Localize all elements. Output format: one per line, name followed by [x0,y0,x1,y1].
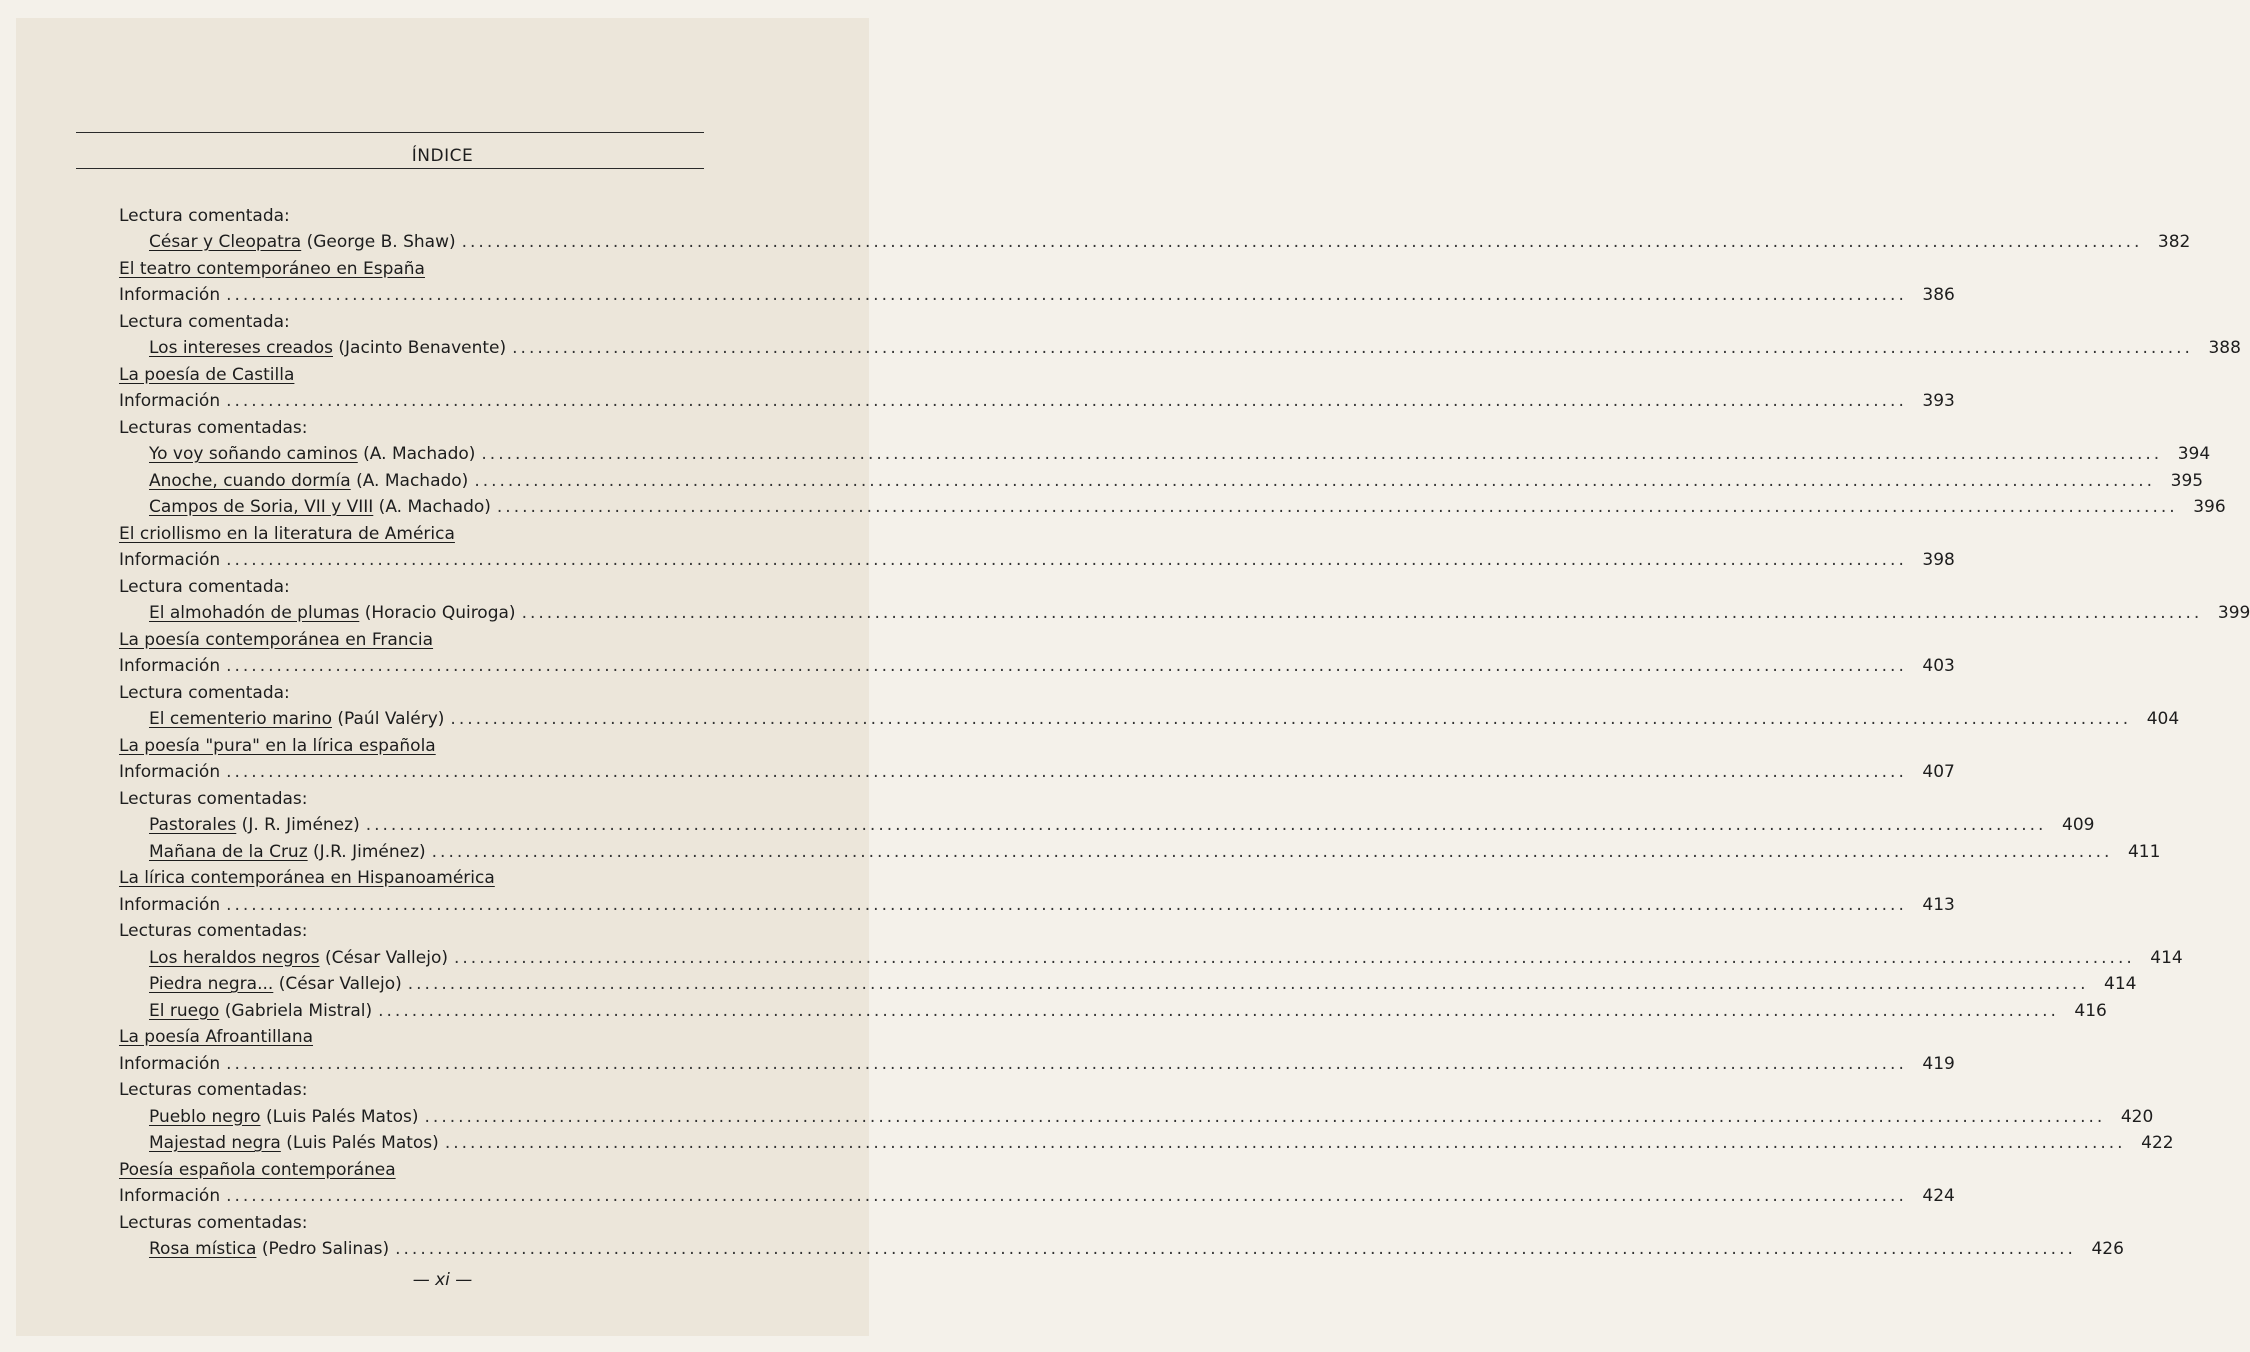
work-title: Yo voy soñando caminos [149,444,358,464]
work-title: César y Cleopatra [149,232,302,252]
dot-leader: ........................................................................................................................................................................................................ [453,947,2135,968]
info-label: Información [119,1186,221,1206]
info-entry [119,756,1955,783]
work-author: (César Vallejo) [319,947,448,968]
section-heading [119,358,709,385]
reading-label-text: Lecturas comentadas: [119,788,308,809]
work-author: (César Vallejo) [273,974,402,994]
reading-label [119,305,709,332]
section-heading-text: La poesía contemporánea en Francia [119,629,434,650]
reading-label [119,411,709,438]
work-author: (George B. Shaw) [301,232,456,252]
work-title: El almohadón de plumas [149,603,360,623]
info-entry [119,544,1955,571]
reading-entry [119,968,2137,995]
work-title: Majestad negra [149,1133,281,1153]
section-heading-text: La poesía "pura" en la lírica española [119,735,436,756]
page-number: 388 [2208,338,2241,358]
reading-entry [119,464,2204,491]
section-heading-text: Poesía española contemporánea [119,1159,396,1180]
dot-leader: ........................................................................................................................................................................................................ [226,1186,1907,1206]
work-author: (Luis Palés Matos) [280,1133,439,1153]
info-label: Información [119,391,221,411]
work-author: (J.R. Jiménez) [307,841,426,862]
entry-label [119,338,506,358]
section-heading-text: El criollismo en la literatura de América [119,523,455,544]
page-number: 396 [2193,497,2226,517]
dot-leader: ........................................................................................................................................................................................................ [226,391,1907,411]
work-title: Anoche, cuando dormía [149,470,351,491]
entry-label [119,232,456,252]
work-title: El ruego [149,1000,220,1021]
page-number: 398 [1922,550,1955,570]
page-number: 414 [2150,947,2183,968]
page-number: 422 [2141,1133,2174,1153]
info-label: Información [119,894,221,915]
entry-label [119,497,491,517]
page-number: 393 [1922,391,1955,411]
section-heading [119,252,709,279]
page-number: 395 [2170,470,2204,491]
index-entries [119,199,2250,1259]
section-heading-text: El teatro contemporáneo en España [119,258,425,279]
page-number: 394 [2177,444,2211,464]
work-author: (Horacio Quiroga) [359,603,516,623]
reading-entry [119,332,2241,359]
entry-label [119,948,448,968]
reading-entry [119,1100,2154,1127]
reading-entry [119,226,2191,253]
info-label: Información [119,762,221,782]
reading-label [119,782,709,809]
work-title: Los intereses creados [149,338,333,358]
dot-leader: ........................................................................................................................................................................................................ [496,497,2178,517]
page-number: 403 [1922,656,1955,676]
work-title: El cementerio marino [149,709,332,729]
work-title: Pueblo negro [149,1106,261,1127]
page-number: 420 [2120,1106,2154,1127]
page-number: 409 [2062,815,2095,835]
page-number: 407 [1922,762,1955,782]
section-heading [119,1153,709,1180]
page-folio: — xi — [412,1270,473,1290]
entry-label [119,842,426,862]
reading-entry [119,809,2095,836]
reading-entry [119,703,2180,730]
info-label: Información [119,656,221,676]
reading-entry [119,941,2183,968]
title-rule [76,168,704,169]
dot-leader: ........................................................................................................................................................................................................ [512,338,2193,358]
reading-label-text: Lecturas comentadas: [119,1212,308,1233]
info-label: Información [119,1053,221,1074]
page-number: 382 [2157,232,2191,252]
section-heading [119,623,709,650]
dot-leader: ........................................................................................................................................................................................................ [378,1000,2059,1021]
entry-label [119,1133,439,1153]
work-author: (Paúl Valéry) [331,709,445,729]
dot-leader: ........................................................................................................................................................................................................ [226,656,1907,676]
work-author: (A. Machado) [350,470,469,491]
page-number: 413 [1922,894,1955,915]
reading-label-text: Lectura comentada: [119,205,290,226]
page-number: 416 [2074,1000,2107,1021]
entry-label [119,1239,389,1259]
info-entry [119,888,1955,915]
dot-leader: ........................................................................................................................................................................................................ [226,285,1907,305]
info-entry [119,650,1955,677]
dot-leader: ........................................................................................................................................................................................................ [521,603,2203,623]
page-number: 399 [2217,603,2250,623]
section-heading [119,517,709,544]
section-heading [119,729,709,756]
page-number: 404 [2146,709,2180,729]
dot-leader: ........................................................................................................................................................................................................ [474,470,2156,491]
page-number: 419 [1922,1053,1955,1074]
work-author: (A. Machado) [373,497,491,517]
dot-leader: ........................................................................................................................................................................................................ [226,1053,1907,1074]
entry-label [119,709,444,729]
section-heading-text: La poesía de Castilla [119,364,295,385]
work-author: (A. Machado) [357,444,476,464]
reading-entry [119,1127,2174,1154]
dot-leader: ........................................................................................................................................................................................................ [226,762,1907,782]
reading-label-text: Lectura comentada: [119,576,290,597]
reading-label [119,570,709,597]
entry-label [119,1107,419,1127]
reading-label [119,1074,709,1101]
entry-label [119,1001,372,1021]
page-number: 411 [2127,841,2161,862]
dot-leader: ........................................................................................................................................................................................................ [424,1106,2106,1127]
section-heading-text: La poesía Afroantillana [119,1027,314,1047]
info-entry [119,385,1955,412]
reading-entry [119,597,2250,624]
reading-label [119,1206,709,1233]
work-author: (Luis Palés Matos) [260,1106,419,1127]
entry-label [119,603,516,623]
reading-entry [119,994,2107,1021]
work-author: (Gabriela Mistral) [219,1000,373,1021]
dot-leader: ........................................................................................................................................................................................................ [226,894,1907,915]
entry-label [119,974,402,994]
info-entry [119,1180,1955,1207]
info-label: Información [119,550,221,570]
reading-label [119,915,709,942]
work-author: (Pedro Salinas) [256,1239,390,1259]
reading-entry [119,1233,2124,1260]
page-number: 414 [2104,974,2137,994]
reading-label [119,676,709,703]
reading-entry [119,491,2226,518]
dot-leader: ........................................................................................................................................................................................................ [407,974,2089,994]
work-title: Campos de Soria, VII y VIII [149,497,374,517]
dot-leader: ........................................................................................................................................................................................................ [450,709,2132,729]
section-heading [119,862,709,889]
reading-entry [119,438,2211,465]
reading-label-text: Lecturas comentadas: [119,921,308,941]
top-rule [76,132,704,133]
reading-label-text: Lecturas comentadas: [119,417,308,438]
section-heading-text: La lírica contemporánea en Hispanoamérica [119,868,495,888]
work-author: (Jacinto Benavente) [333,338,507,358]
dot-leader: ........................................................................................................................................................................................................ [481,444,2163,464]
work-title: Mañana de la Cruz [149,841,308,862]
dot-leader: ........................................................................................................................................................................................................ [461,232,2143,252]
entry-label [119,471,468,491]
reading-label-text: Lectura comentada: [119,311,290,332]
dot-leader: ........................................................................................................................................................................................................ [365,815,2047,835]
reading-entry [119,835,2161,862]
page-number: 424 [1922,1186,1955,1206]
entry-label [119,815,360,835]
dot-leader: ........................................................................................................................................................................................................ [226,550,1907,570]
page-title: ÍNDICE [411,146,474,166]
dot-leader: ........................................................................................................................................................................................................ [444,1133,2126,1153]
work-title: Pastorales [149,815,237,835]
section-heading [119,1021,709,1048]
work-author: (J. R. Jiménez) [236,815,360,835]
info-entry [119,279,1955,306]
entry-label [119,444,475,464]
work-title: Los heraldos negros [149,947,320,968]
dot-leader: ........................................................................................................................................................................................................ [431,841,2113,862]
reading-label [119,199,709,226]
page-number: 386 [1922,285,1955,305]
work-title: Rosa mística [149,1239,257,1259]
info-entry [119,1047,1955,1074]
page-number: 426 [2091,1239,2124,1259]
reading-label-text: Lectura comentada: [119,682,290,703]
info-label: Información [119,285,221,305]
dot-leader: ........................................................................................................................................................................................................ [395,1239,2076,1259]
work-title: Piedra negra... [149,974,274,994]
reading-label-text: Lecturas comentadas: [119,1080,308,1100]
